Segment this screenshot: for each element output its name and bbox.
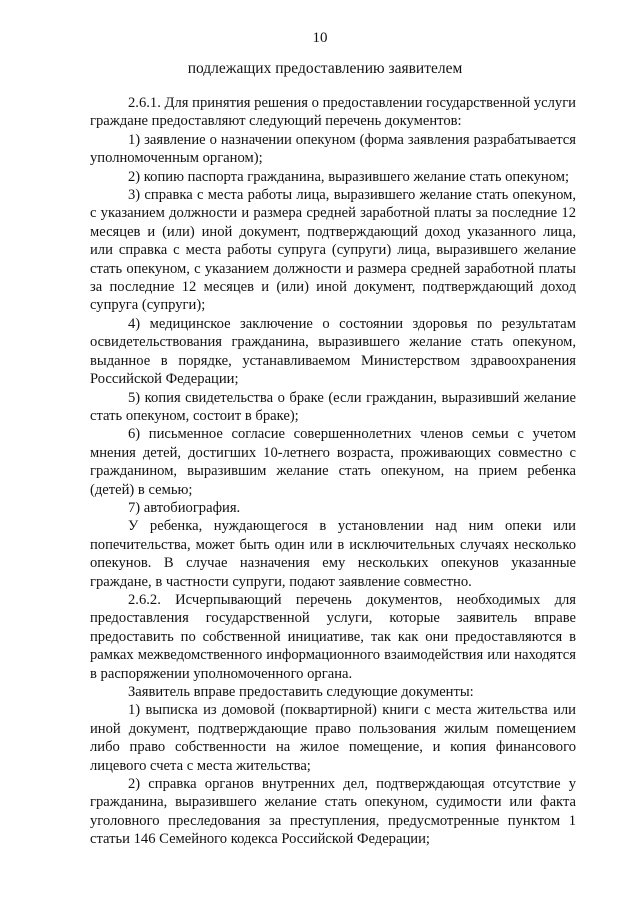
list-item-b1: 1) выписка из домовой (поквартирной) книги с места жительства или иной документ, подтверждающие право пользования жилым помещением либо право собственности на жилое помещение, и копия финансового лицевого счета с места жительства; xyxy=(90,702,576,774)
list-item-2: 2) копию паспорта гражданина, выразившего желание стать опекуном; xyxy=(128,168,570,185)
paragraph-2-6-1: 2.6.1. Для принятия решения о предоставлении государственной услуги гражданe предоставляют следующий перечень документов: xyxy=(90,95,576,130)
list-item-3: 3) справка с места работы лица, выразившего желание стать опекуном, с указанием должности и размера средней заработной платы за последние 12 месяцев и (или) иной документ, подтверждающий доход указанного лица, или справка с места работы супруга (супруги) лица, выразившего желание стать опекуном, с указанием должности и размера средней заработной платы за последние 12 месяцев и (или) иной документ, подтверждающий доход супруга (супруги); xyxy=(90,187,576,314)
paragraph-guardians: У ребенка, нуждающегося в установлении над ним опеки или попечительства, может быть один или в исключительных случаях несколько опекунов. В случае назначения ему нескольких опекунов указанные граждане, в частности супруги, подают заявление совместно. xyxy=(90,518,576,590)
list-item-5: 5) копия свидетельства о браке (если гражданин, выразивший желание стать опекуном, состоит в браке); xyxy=(90,389,576,424)
document-body xyxy=(90,94,576,849)
section-heading: подлежащих предоставлению заявителем xyxy=(187,60,463,77)
page-number: 10 xyxy=(312,30,328,46)
list-item-4: 4) медицинское заключение о состоянии здоровья по результатам освидетельствования гражданина, выразившего желание стать опекуном, выданное в порядке, устанавливаемом Министерством здравоохранения Российской Федерации; xyxy=(90,315,576,388)
list-item-7: 7) автобиография. xyxy=(128,499,241,516)
list-item-1: 1) заявление о назначении опекуном (форма заявления разрабатывается уполномоченным органом); xyxy=(90,131,576,167)
paragraph-applicant-docs: Заявитель вправе предоставить следующие документы: xyxy=(128,684,474,700)
list-item-6: 6) письменное согласие совершеннолетних членов семьи с учетом мнения детей, достигших 10-летнего возраста, проживающих совместно с гражданином, выразившим желание стать опекуном, на прием ребенка (детей) в семью; xyxy=(90,426,576,498)
paragraph-2-6-2: 2.6.2. Исчерпывающий перечень документов, необходимых для предоставления государственной услуги, которые заявитель вправе предоставить по собственной инициативе, так как они предоставляются в рамках межведомственного информационного взаимодействия или находятся в распоряжении уполномоченного органа. xyxy=(90,591,576,682)
list-item-b2: 2) справка органов внутренних дел, подтверждающая отсутствие у гражданина, выразившего желание стать опекуном, судимости или факта уголовного преследования за преступления, предусмотренные пунктом 1 статьи 146 Семейного кодекса Российской Федерации; xyxy=(90,776,576,848)
